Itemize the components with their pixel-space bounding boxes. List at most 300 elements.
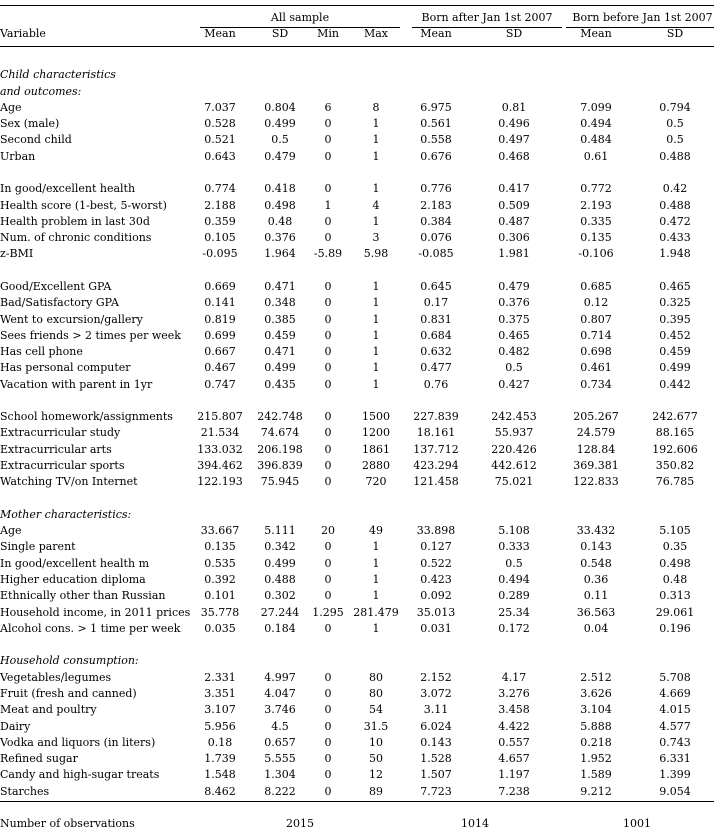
section-heading (0, 67, 719, 83)
table-cell: 0 (324, 345, 332, 358)
table-cell: 0.143 (580, 540, 612, 554)
table-cell: 1 (372, 361, 380, 375)
table-cell: 0 (324, 540, 332, 554)
table-cell: 0.092 (420, 589, 452, 603)
variable-label: Sex (male) (0, 117, 60, 131)
table-cell: 1 (372, 312, 380, 326)
table-cell: -0.106 (578, 247, 614, 261)
table-cell: 3.626 (580, 686, 612, 700)
table-cell: 0.5 (666, 133, 684, 147)
variable-label: Household income, in 2011 prices (0, 605, 191, 619)
table-row (0, 670, 719, 686)
table-cell: 0.076 (420, 231, 452, 245)
table-cell: 74.674 (260, 426, 300, 440)
spacer-row (0, 491, 719, 507)
table-cell: 1.548 (204, 768, 236, 782)
table-cell: 10 (369, 735, 383, 749)
table-row (0, 605, 719, 621)
table-cell: 122.833 (573, 475, 619, 489)
table-cell: 55.937 (494, 426, 534, 440)
section-label: Child characteristics (0, 68, 116, 82)
group-header-row (0, 10, 719, 26)
table-cell: 0 (324, 752, 332, 765)
variable-label: Health score (1-best, 5-worst) (0, 198, 167, 212)
table-row (0, 132, 719, 148)
variable-label: Age (0, 524, 22, 538)
table-cell: 1 (372, 133, 380, 147)
table-cell: 4.997 (264, 670, 296, 684)
table-cell: 0.423 (420, 573, 452, 586)
table-row (0, 572, 719, 588)
table-row (0, 588, 719, 604)
table-cell: 0.333 (498, 540, 530, 554)
table-cell: 0.643 (204, 149, 236, 163)
table-cell: 0 (324, 279, 332, 293)
variable-label: Has personal computer (0, 361, 131, 375)
table-cell: 0.482 (498, 345, 530, 358)
table-cell: 442.612 (491, 459, 537, 472)
table-cell: 76.785 (655, 475, 695, 489)
variable-label: Vodka and liquors (in liters) (0, 735, 156, 749)
table-cell: 33.898 (416, 524, 456, 538)
table-cell: 0.184 (264, 621, 296, 635)
table-row (0, 230, 719, 246)
table-cell: 2.188 (204, 198, 236, 212)
group-all-sample: All sample (270, 11, 330, 24)
table-cell: 0.819 (204, 312, 236, 326)
table-cell: 1.295 (312, 605, 344, 619)
table-cell: 0.472 (659, 214, 691, 228)
table-cell: 1.739 (204, 752, 236, 765)
table-cell: 0.499 (659, 361, 691, 375)
table-cell: 0.384 (420, 214, 452, 228)
column-header-variable: Variable (0, 27, 46, 40)
table-cell: 0.535 (204, 556, 236, 570)
variable-label: Vegetables/legumes (0, 670, 112, 684)
table-cell: 2015 (286, 817, 314, 831)
table-cell: -5.89 (313, 247, 343, 261)
header-rule (0, 46, 714, 47)
table-cell: 0.498 (659, 556, 691, 570)
variable-label: Urban (0, 149, 36, 163)
table-cell: 3.746 (264, 703, 296, 717)
table-cell: 5.888 (580, 719, 612, 733)
table-cell: 0.335 (580, 214, 612, 228)
table-cell: 0.442 (659, 377, 691, 391)
table-row (0, 246, 719, 262)
table-cell: 27.244 (260, 605, 300, 619)
table-cell: 0.11 (583, 589, 609, 603)
table-cell: 2.193 (580, 198, 612, 212)
table-cell: 4.669 (659, 686, 691, 700)
table-cell: 3.276 (498, 686, 530, 700)
variable-label: Single parent (0, 540, 76, 554)
table-cell: 21.534 (200, 426, 240, 440)
variable-label: Ethnically other than Russian (0, 589, 166, 603)
table-cell: 1.589 (580, 768, 612, 782)
table-cell: 6 (324, 100, 332, 114)
table-cell: 0 (324, 589, 332, 603)
variable-label: Extracurricular arts (0, 442, 112, 456)
variable-label: Good/Excellent GPA (0, 279, 112, 293)
table-cell: 0.772 (580, 182, 612, 196)
variable-label: Watching TV/on Internet (0, 475, 138, 489)
table-cell: 9.054 (659, 784, 691, 798)
table-cell: 1.197 (498, 768, 530, 782)
table-cell: 0.031 (420, 621, 452, 635)
table-row (0, 523, 719, 539)
table-cell: 5.108 (498, 524, 530, 538)
column-header-max: Max (363, 27, 389, 40)
table-cell: 3.072 (420, 686, 452, 700)
variable-label: Alcohol cons. > 1 time per week (0, 621, 181, 635)
table-cell: 6.975 (420, 100, 452, 114)
table-cell: 396.839 (257, 459, 303, 472)
table-cell: 0.714 (580, 328, 612, 342)
table-cell: 0.743 (659, 735, 691, 749)
table-cell: 0.488 (659, 198, 691, 212)
table-cell: 89 (369, 784, 383, 798)
table-cell: 206.198 (257, 442, 303, 456)
table-cell: 0 (324, 735, 332, 749)
table-cell: 1 (372, 182, 380, 196)
table-cell: 0.774 (204, 182, 236, 196)
table-cell: 2.183 (420, 198, 452, 212)
table-cell: 0.5 (271, 133, 289, 147)
table-cell: 0.831 (420, 312, 452, 326)
section-label: Mother characteristics: (0, 507, 132, 521)
table-cell: 0.487 (498, 214, 530, 228)
table-row (0, 735, 719, 751)
table-cell: 1 (372, 540, 380, 554)
table-cell: 3.458 (498, 703, 530, 717)
table-cell: 0.669 (204, 279, 236, 293)
table-row (0, 751, 719, 767)
table-row (0, 425, 719, 441)
table-cell: 0 (324, 768, 332, 782)
table-row (0, 621, 719, 637)
table-cell: 0.465 (659, 279, 691, 293)
variable-label: Went to excursion/gallery (0, 312, 143, 326)
table-cell: 242.748 (257, 410, 303, 424)
table-cell: 0.306 (498, 231, 530, 245)
table-cell: 88.165 (655, 426, 695, 440)
table-cell: 0.776 (420, 182, 452, 196)
table-cell: 3.104 (580, 703, 612, 717)
column-header-sd: SD (505, 27, 523, 40)
table-row (0, 328, 719, 344)
table-cell: 0.172 (498, 621, 530, 635)
table-cell: 0.12 (583, 296, 609, 310)
table-cell: 0.509 (498, 198, 530, 212)
variable-label: Sees friends > 2 times per week (0, 328, 181, 342)
table-cell: 0.42 (662, 182, 688, 196)
section-heading (0, 653, 719, 669)
table-cell: 0 (324, 410, 332, 424)
table-cell: 0.5 (505, 556, 523, 570)
table-cell: 33.432 (576, 524, 616, 538)
table-cell: 0 (324, 182, 332, 196)
variable-label: Extracurricular study (0, 426, 121, 440)
table-cell: 54 (369, 703, 383, 717)
table-cell: 75.021 (494, 475, 534, 489)
table-cell: 4.047 (264, 686, 296, 700)
table-cell: 0.496 (498, 117, 530, 131)
table-cell: 6.024 (420, 719, 452, 733)
table-cell: 0.5 (666, 117, 684, 131)
table-cell: 35.778 (200, 605, 240, 619)
table-cell: 0 (324, 556, 332, 570)
table-cell: 5.105 (659, 524, 691, 538)
table-cell: -0.095 (202, 247, 238, 261)
table-cell: 0.632 (420, 345, 452, 358)
table-cell: 0.342 (264, 540, 296, 554)
group-born-before: Born before Jan 1st 2007 (572, 11, 713, 24)
table-row (0, 686, 719, 702)
table-cell: 0.18 (207, 735, 233, 749)
table-cell: 5.98 (363, 247, 389, 261)
table-cell: 7.238 (498, 784, 530, 798)
table-cell: 0.522 (420, 556, 452, 570)
table-cell: 0.807 (580, 312, 612, 326)
spacer-row (0, 51, 719, 67)
column-header-row (0, 26, 719, 42)
table-cell: 133.032 (197, 442, 243, 456)
table-cell: 0.392 (204, 573, 236, 586)
table-cell: 423.294 (413, 459, 459, 472)
table-cell: 4.015 (659, 703, 691, 717)
table-cell: 0.375 (498, 312, 530, 326)
table-cell: 5.708 (659, 670, 691, 684)
table-cell: 0.376 (498, 296, 530, 310)
table-cell: 0.289 (498, 589, 530, 603)
variable-label: Higher education diploma (0, 573, 146, 586)
table-cell: 2.331 (204, 670, 236, 684)
table-cell: 0.499 (264, 117, 296, 131)
table-cell: 0 (324, 621, 332, 635)
table-cell: 0 (324, 328, 332, 342)
table-cell: 9.212 (580, 784, 612, 798)
table-cell: 1.304 (264, 768, 296, 782)
variable-label: Extracurricular sports (0, 459, 125, 472)
table-cell: 0 (324, 426, 332, 440)
table-cell: 1 (372, 556, 380, 570)
table-cell: 0.302 (264, 589, 296, 603)
spacer-row (0, 637, 719, 653)
table-cell: 0.48 (662, 573, 688, 586)
table-cell: 0.127 (420, 540, 452, 554)
table-row (0, 214, 719, 230)
variable-label: Age (0, 100, 22, 114)
variable-label: Starches (0, 784, 50, 798)
table-cell: 0 (324, 214, 332, 228)
table-cell: 7.099 (580, 100, 612, 114)
table-cell: 0.499 (264, 556, 296, 570)
table-cell: 1 (372, 214, 380, 228)
column-header-mean: Mean (420, 27, 452, 40)
table-cell: 0.488 (659, 149, 691, 163)
table-cell: 1 (372, 279, 380, 293)
table-cell: 80 (369, 670, 383, 684)
variable-label: Fruit (fresh and canned) (0, 686, 137, 700)
table-cell: 0.435 (264, 377, 296, 391)
variable-label: In good/excellent health (0, 182, 136, 196)
table-cell: 0 (324, 231, 332, 245)
table-cell: 0 (324, 784, 332, 798)
table-cell: 75.945 (260, 475, 300, 489)
table-cell: 0.471 (264, 345, 296, 358)
variable-label: Candy and high-sugar treats (0, 768, 160, 782)
table-cell: 6.331 (659, 752, 691, 765)
table-cell: 0.699 (204, 328, 236, 342)
table-cell: 4.422 (498, 719, 530, 733)
table-cell: 1.964 (264, 247, 296, 261)
table-cell: 1 (372, 296, 380, 310)
table-cell: 0.141 (204, 296, 236, 310)
table-cell: 0.427 (498, 377, 530, 391)
variable-label: Second child (0, 133, 72, 147)
table-cell: 0.376 (264, 231, 296, 245)
observations-row (0, 816, 719, 832)
table-cell: 0.48 (267, 214, 293, 228)
table-cell: 33.667 (200, 524, 240, 538)
table-cell: 0.61 (583, 149, 609, 163)
table-cell: 215.807 (197, 410, 243, 424)
table-cell: 5.555 (264, 752, 296, 765)
table-cell: 0.035 (204, 621, 236, 635)
table-cell: 7.037 (204, 100, 236, 114)
table-cell: 31.5 (363, 719, 389, 733)
table-cell: 192.606 (652, 442, 698, 456)
table-row (0, 458, 719, 474)
table-cell: 5.111 (264, 524, 296, 538)
table-cell: 2880 (362, 459, 390, 472)
column-header-sd: SD (271, 27, 289, 40)
table-cell: -0.085 (418, 247, 454, 261)
table-cell: 0.76 (423, 377, 449, 391)
table-cell: 242.453 (491, 410, 537, 424)
group-born-after: Born after Jan 1st 2007 (421, 11, 553, 24)
table-cell: 0.17 (423, 296, 449, 310)
table-cell: 24.579 (576, 426, 616, 440)
table-cell: 0.804 (264, 100, 296, 114)
table-row (0, 409, 719, 425)
table-cell: 0.348 (264, 296, 296, 310)
table-cell: 369.381 (573, 459, 619, 472)
table-cell: 0.105 (204, 231, 236, 245)
table-cell: 0.465 (498, 328, 530, 342)
table-cell: 1 (372, 328, 380, 342)
table-cell: 281.479 (353, 605, 399, 619)
variable-label: Bad/Satisfactory GPA (0, 296, 119, 310)
table-cell: 0.467 (204, 361, 236, 375)
table-cell: 0.5 (505, 361, 523, 375)
section-heading (0, 507, 719, 523)
table-cell: 0.143 (420, 735, 452, 749)
variable-label: Refined sugar (0, 752, 78, 765)
table-cell: 80 (369, 686, 383, 700)
table-cell: 2.152 (420, 670, 452, 684)
table-row (0, 474, 719, 490)
table-cell: 0 (324, 361, 332, 375)
table-cell: 0.528 (204, 117, 236, 131)
spacer-row (0, 393, 719, 409)
table-cell: 0 (324, 475, 332, 489)
table-row (0, 377, 719, 393)
table-cell: 0 (324, 442, 332, 456)
variable-label: Health problem in last 30d (0, 214, 150, 228)
table-cell: 0.494 (580, 117, 612, 131)
column-header-min: Min (317, 27, 339, 40)
table-cell: 18.161 (416, 426, 456, 440)
table-cell: 0.196 (659, 621, 691, 635)
table-cell: 1.952 (580, 752, 612, 765)
table-cell: 4.657 (498, 752, 530, 765)
table-cell: 0.325 (659, 296, 691, 310)
table-cell: 0 (324, 686, 332, 700)
table-cell: 8.462 (204, 784, 236, 798)
table-cell: 0.359 (204, 214, 236, 228)
table-cell: 0.471 (264, 279, 296, 293)
table-cell: 0.494 (498, 573, 530, 586)
table-cell: 0.734 (580, 377, 612, 391)
spacer-row (0, 165, 719, 181)
table-cell: 3.11 (423, 703, 449, 717)
spacer-row (0, 800, 719, 816)
table-cell: 3.107 (204, 703, 236, 717)
variable-label: School homework/assignments (0, 410, 173, 424)
table-cell: 1.981 (498, 247, 530, 261)
table-cell: 128.84 (576, 442, 616, 456)
table-cell: 0 (324, 670, 332, 684)
table-row (0, 100, 719, 116)
table-cell: 0.135 (204, 540, 236, 554)
table-cell: 0.498 (264, 198, 296, 212)
table-cell: 1861 (362, 442, 390, 456)
table-cell: 8 (372, 100, 380, 114)
table-cell: 0.747 (204, 377, 236, 391)
table-cell: 4 (372, 198, 380, 212)
table-row (0, 702, 719, 718)
column-header-mean: Mean (204, 27, 236, 40)
table-cell: 1 (372, 377, 380, 391)
table-cell: 0.477 (420, 361, 452, 375)
table-cell: 1200 (362, 426, 390, 440)
table-cell: 0.468 (498, 149, 530, 163)
table-cell: 29.061 (655, 605, 695, 619)
table-cell: 205.267 (573, 410, 619, 424)
table-cell: 1 (324, 198, 332, 212)
table-cell: 0.81 (501, 100, 527, 114)
table-cell: 0 (324, 719, 332, 733)
table-cell: 0.676 (420, 149, 452, 163)
table-cell: 242.677 (652, 410, 698, 424)
column-header-sd: SD (666, 27, 684, 40)
table-cell: 25.34 (498, 605, 530, 619)
table-row (0, 279, 719, 295)
table-row (0, 149, 719, 165)
table-cell: 1.528 (420, 752, 452, 765)
table-cell: 0.461 (580, 361, 612, 375)
variable-label: Vacation with parent in 1yr (0, 377, 153, 391)
table-cell: 0.479 (264, 149, 296, 163)
table-cell: 0.548 (580, 556, 612, 570)
table-cell: 1 (372, 345, 380, 358)
table-cell: 0.36 (583, 573, 609, 586)
table-cell: 0.04 (583, 621, 609, 635)
table-row (0, 784, 719, 800)
table-cell: 137.712 (413, 442, 459, 456)
